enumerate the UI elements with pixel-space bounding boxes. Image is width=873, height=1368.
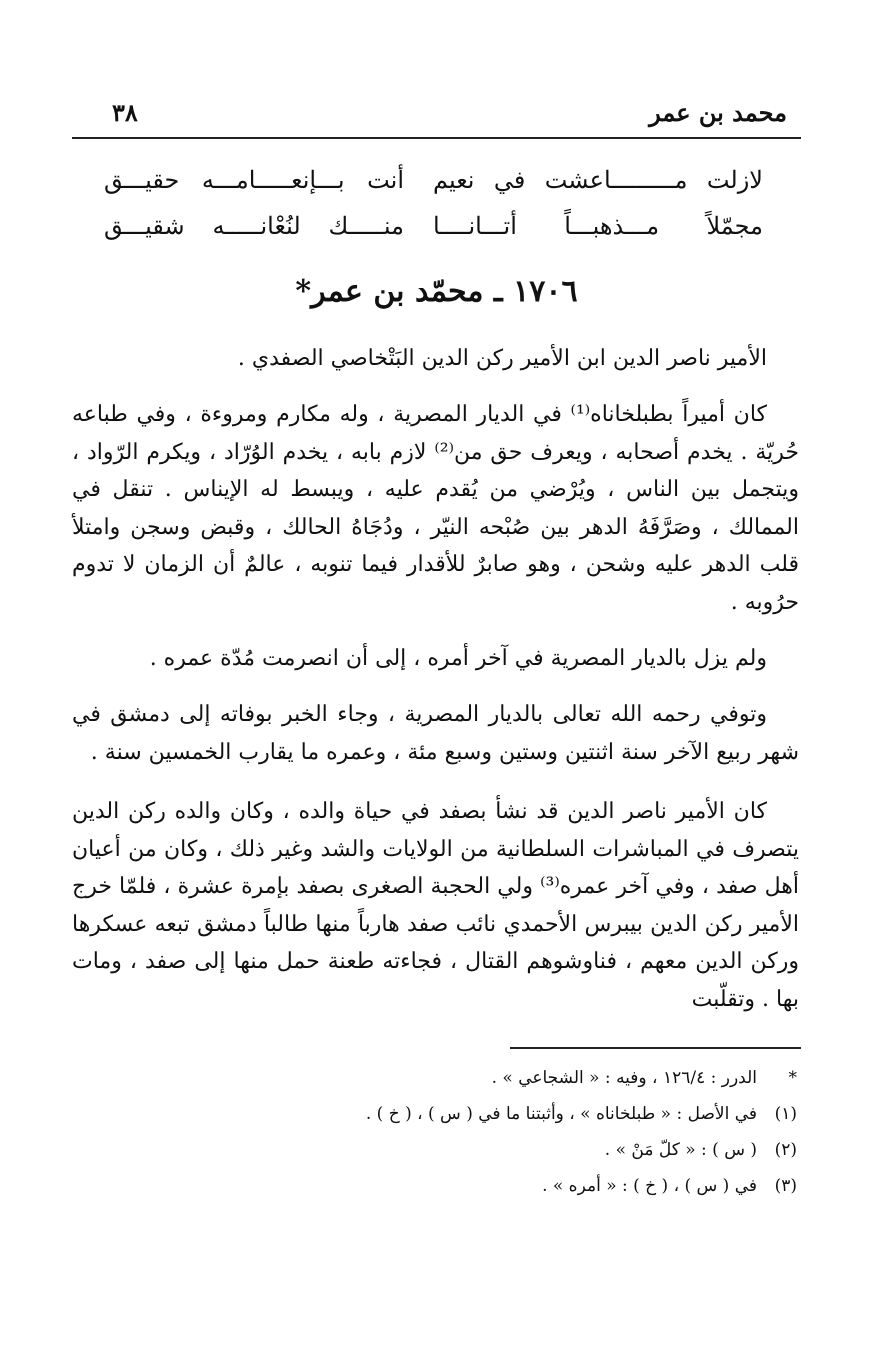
- footnote-text: ( س ) : « كلّ مَنْ » .: [604, 1140, 757, 1160]
- verse-first-hemistich: لازلت مـــــــــاعشت في نعيم: [433, 166, 763, 194]
- footnotes: [97, 1062, 797, 1206]
- footnote-text: الدرر : ١٢٦/٤ ، وفيه : « الشجاعي » .: [491, 1068, 757, 1088]
- verse-line: [104, 212, 763, 252]
- paragraph: وتوفي رحمه الله تعالى بالديار المصرية ، وجاء الخبر بوفاته إلى دمشق في شهر ربيع الآخر سنة اثنتين وستين وسبع مئة ، وعمره ما يقارب الخمسين سنة .: [72, 702, 799, 765]
- running-title: محمد بن عمر: [649, 98, 787, 127]
- paragraph: كان أميراً بطبلخاناه⁽¹⁾ في الديار المصرية ، وله مكارم ومروءة ، وفي طباعه حُريّة . يخدم أصحابه ، ويعرف حق من⁽²⁾ لازم بابه ، يخدم الوُرّاد ، ويكرم الرّواد ، ويتجمل بين الناس ، ويُرْضي من يُقدم عليه ، ويبسط له الإيناس . تنقل في الممالك ، وصَرَّفَهُ الدهر بين صُبْحه النيّر ، ودُجَاهُ الحالك ، وقبض وسجن وامتلأ قلب الدهر عليه وشحن ، وهو صابرٌ للأقدار فيما تنوبه ، عالمٌ أن الزمان لا تدوم حرُوبه .: [72, 402, 799, 615]
- verse-second-hemistich: منـــــك لنُعْانـــــه شقيـــق: [104, 212, 404, 240]
- footnote-rule: [510, 1047, 801, 1049]
- page-number: ٣٨: [112, 98, 138, 127]
- footnote-marker: (٣): [774, 1176, 797, 1196]
- footnote: [97, 1062, 797, 1098]
- footnote-marker: (١): [774, 1104, 797, 1124]
- footnote-marker: *: [788, 1068, 797, 1088]
- entry-heading: ١٧٠٦ ـ محمّد بن عمر*: [295, 274, 578, 309]
- footnote-text: في الأصل : « طبلخاناه » ، وأثبتنا ما في ( س ) ، ( خ ) .: [365, 1104, 757, 1124]
- verse-first-hemistich: مجمّلاً مـــذهبـــاً أتـــانــــا: [433, 212, 763, 240]
- footnote-text: في ( س ) ، ( خ ) : « أمره » .: [542, 1176, 757, 1196]
- footnote: [97, 1170, 797, 1206]
- paragraph: كان الأمير ناصر الدين قد نشأ بصفد في حياة والده ، وكان والده ركن الدين يتصرف في المباشرات السلطانية من الولايات والشد وغير ذلك ، وكان من أعيان أهل صفد ، وفي آخر عمره⁽³⁾ ولي الحجبة الصغرى بصفد بإمرة عشرة ، فلمّا خرج الأمير ركن الدين بيبرس الأحمدي نائب صفد هارباً منها طالباً دمشق تبعه عسكرها وركن الدين معهم ، فناوشوهم القتال ، فجاءته طعنة حمل منها إلى صفد ، ومات بها . وتقلّبت: [72, 799, 799, 1012]
- verse-line: [104, 166, 763, 206]
- footnote: [97, 1134, 797, 1170]
- verse-second-hemistich: أنت بـــإنعـــــامـــه حقيـــق: [104, 166, 404, 194]
- footnote-marker: (٢): [774, 1140, 797, 1160]
- footnote: [97, 1098, 797, 1134]
- header-rule: [72, 137, 801, 139]
- paragraph: الأمير ناصر الدين ابن الأمير ركن الدين البَتْخاصي الصفدي .: [237, 346, 767, 371]
- paragraph: ولم يزل بالديار المصرية في آخر أمره ، إلى أن انصرمت مُدّة عمره .: [149, 646, 767, 671]
